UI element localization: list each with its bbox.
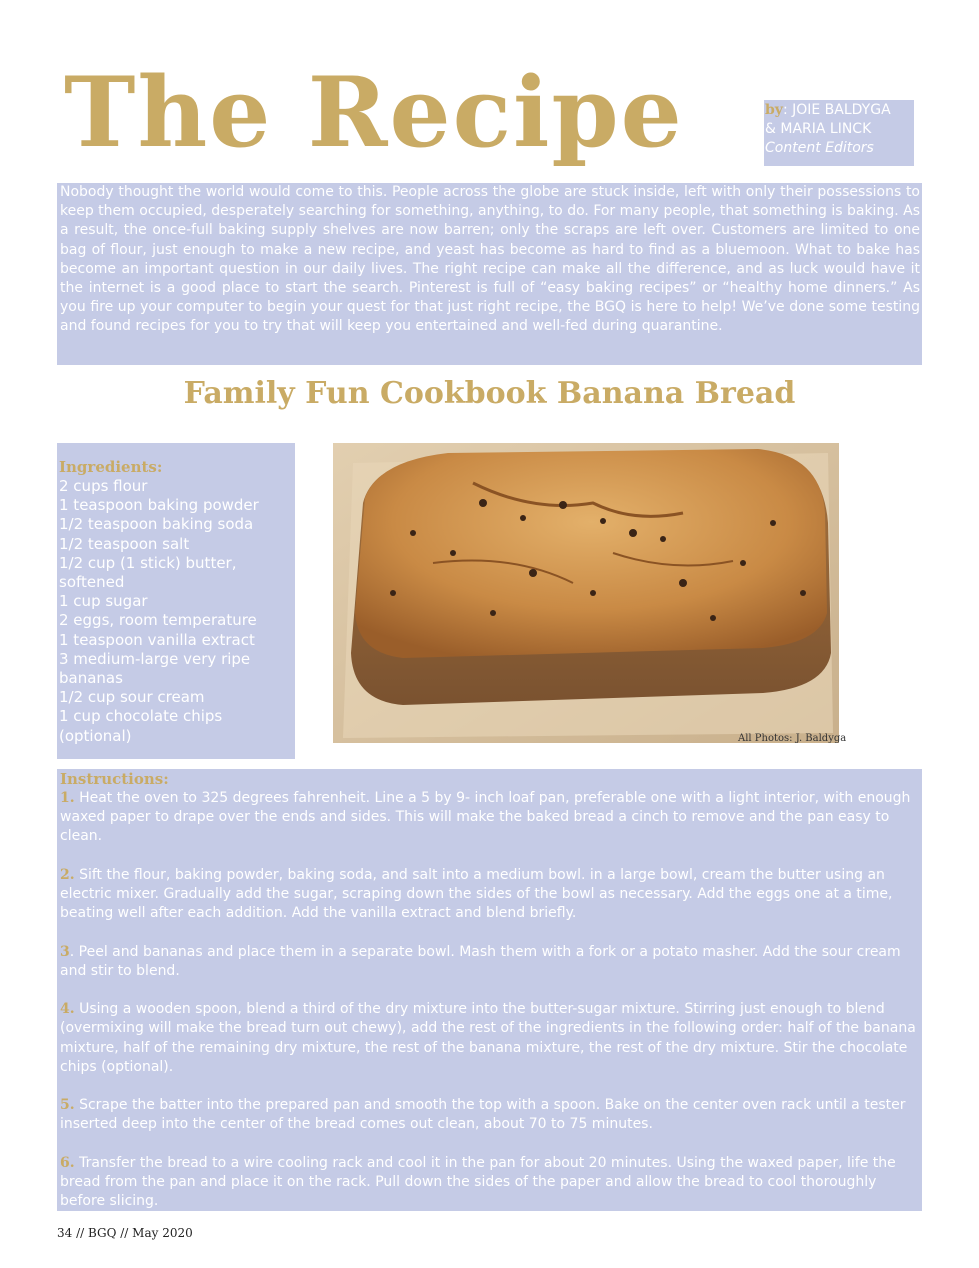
ingredient-item: 1/2 teaspoon salt <box>59 534 190 553</box>
ingredient-item: 2 cups flour <box>59 477 148 495</box>
instruction-step <box>60 1096 920 1134</box>
byline <box>764 100 914 166</box>
step-text: Heat the oven to 325 degrees fahrenheit. Line a 5 by 9- inch loaf pan, preferable one with a light interior, with enough waxed paper to drape over the ends and sides. This will make the baked bread a cinch to remove and the pan easy to clean. <box>60 790 911 845</box>
ingredient-item: 1 cup sugar <box>59 592 148 611</box>
page-footer: 34 // BGQ // May 2020 <box>57 1226 193 1240</box>
ingredient-item: 1/2 cup (1 stick) butter, softened <box>59 553 237 592</box>
intro-paragraph: Nobody thought the world would come to this. People across the globe are stuck inside, left with only their possessions to keep them occupied, desperately searching for something, anything, to do. For many people, that something is baking. As a result, the once-full baking supply shelves are now barren; only the scraps are left over. Customers are limited to one bag of flour, just enough to make a new recipe, and yeast has become as hard to find as a bluemoon. What to bake has become an important question in our daily lives. The right recipe can make all the difference, and as luck would have it the internet is a good place to start the search. Pinterest is full of “easy baking recipes” or “healthy home dinners.” As you fire up your computer to begin your quest for that just right recipe, the BGQ is here to help! We’ve done some testing and found recipes for you to try that will keep you entertained and well-fed during quarantine. <box>57 183 922 365</box>
step-text: Sift the flour, baking powder, baking soda, and salt into a medium bowl. in a large bowl, cream the butter using an electric mixer. Gradually add the sugar, scraping down the sides of the bowl as necessary. Add the eggs one at a time, beating well after each addition. Add the vanilla extract and blend briefly. <box>60 866 893 922</box>
step-number: 2. <box>60 866 75 883</box>
instruction-step <box>60 866 920 924</box>
step-number: 1. <box>60 790 75 806</box>
banana-bread-photo <box>333 443 839 743</box>
step-number: 3 <box>60 943 70 960</box>
ingredient-item: 1/2 cup sour cream <box>59 688 205 707</box>
ingredient-item: 1 teaspoon baking powder <box>59 496 259 515</box>
instruction-step <box>60 1000 920 1077</box>
ingredient-item: 1 cup chocolate chips (optional) <box>59 707 223 745</box>
instruction-step <box>60 789 920 847</box>
ingredient-item: 3 medium-large very ripe bananas <box>59 649 251 688</box>
instructions-panel <box>57 769 922 1211</box>
step-text: Transfer the bread to a wire cooling rack and cool it in the pan for about 20 minutes. Using the waxed paper, life the bread from the pan and place it on the rack. Pull down the sides of the paper and allow the bread to cool thoroughly before slicing. <box>60 1154 896 1210</box>
step-text: Using a wooden spoon, blend a third of the dry mixture into the butter-sugar mixture. Stirring just enough to blend (overmixing will make the bread turn out chewy), add the rest of the ingredients in the following order: half of the banana mixture, half of the remaining dry mixture, the rest of the banana mixture, the rest of the dry mixture. Stir the chocolate chips (optional). <box>60 1001 916 1075</box>
step-number: 6. <box>60 1154 75 1171</box>
photo-credit: All Photos: J. Baldyga <box>738 733 847 744</box>
byline-authors-line2: & MARIA LINCK <box>765 121 872 137</box>
ingredient-item: 1 teaspoon vanilla extract <box>59 630 255 649</box>
recipe-title: Family Fun Cookbook Banana Bread <box>183 376 796 411</box>
byline-authors-line1: : JOIE BALDYGA <box>782 102 891 118</box>
step-number: 5. <box>60 1097 75 1114</box>
step-text: Scrape the batter into the prepared pan and smooth the top with a spoon. Bake on the center oven rack until a tester inserted deep into the center of the bread comes out clean, about 70 to 75 minutes. <box>60 1097 906 1133</box>
step-text: . Peel and bananas and place them in a separate bowl. Mash them with a fork or a potato masher. Add the sour cream and stir to blend. <box>60 943 901 979</box>
ingredients-panel <box>57 443 295 759</box>
instruction-step <box>60 1154 920 1212</box>
ingredient-item: 2 eggs, room temperature <box>59 611 257 630</box>
ingredient-item: 1/2 teaspoon baking soda <box>59 515 254 534</box>
instructions-heading: Instructions: <box>60 770 169 788</box>
ingredients-heading: Ingredients: <box>59 458 163 476</box>
byline-label: by <box>765 102 783 118</box>
instruction-step <box>60 943 920 981</box>
ingredients-list <box>59 477 293 746</box>
step-number: 4. <box>60 1001 75 1018</box>
byline-role: Content Editors <box>765 140 874 156</box>
page-title: The Recipe <box>64 56 684 169</box>
